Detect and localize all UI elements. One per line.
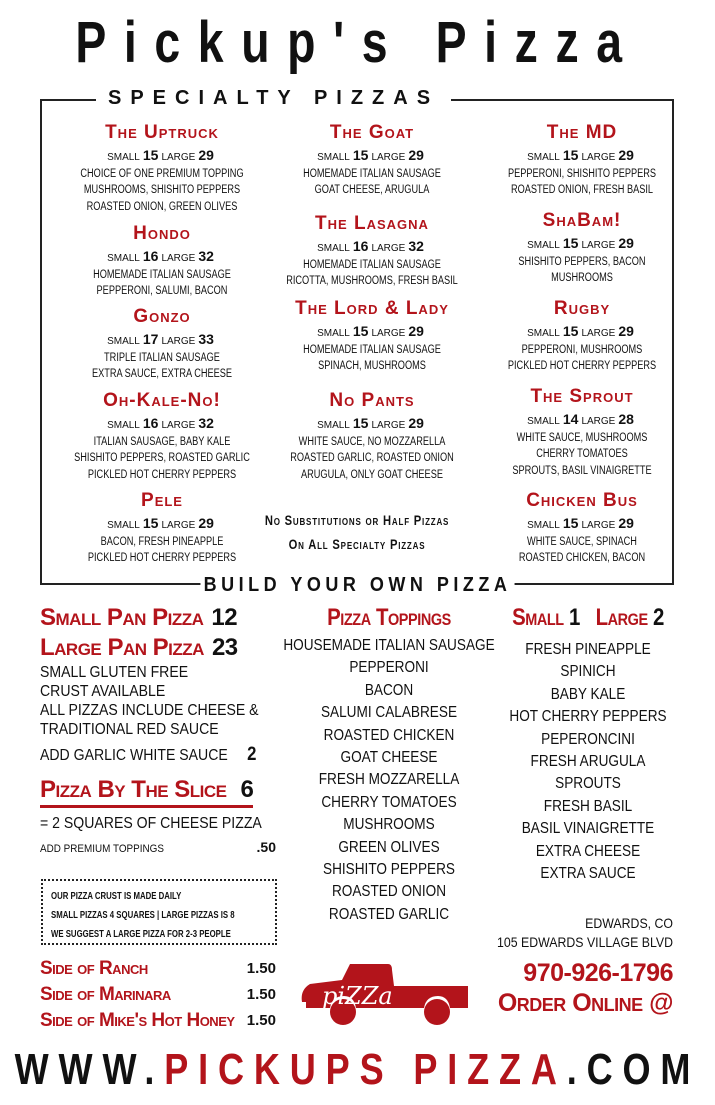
pizza-name: No Pants (329, 390, 415, 411)
large-price: 29 (198, 147, 214, 163)
slice-price: 6 (240, 776, 254, 803)
side-label: Side of Ranch (40, 958, 148, 979)
specialty-pizza (252, 298, 492, 375)
large-price: 29 (408, 147, 424, 163)
veg-item: FRESH ARUGULA (530, 753, 646, 771)
pizza-sizes (42, 248, 282, 267)
large-pan-pizza (40, 633, 280, 663)
small-price: 1 (568, 604, 580, 631)
small-price: 16 (142, 415, 159, 431)
build-heading (36, 572, 680, 598)
large-price: 29 (618, 235, 634, 251)
pizza-desc-line: RICOTTA, MUSHROOMS, FRESH BASIL (286, 275, 458, 288)
veg-item: FRESH BASIL (543, 797, 633, 815)
sides-list (40, 956, 290, 1034)
specialty-pizza (42, 122, 282, 215)
small-label: SMALL (107, 336, 140, 347)
garlic-price: 2 (247, 744, 257, 765)
slice-label: Pizza By The Slice (40, 776, 227, 803)
specialty-heading: SPECIALTY PIZZAS (96, 85, 451, 111)
veg-item: EXTRA SAUCE (540, 865, 636, 883)
crust-info-box (41, 879, 277, 945)
topping-item: SALUMI CALABRESE (320, 704, 458, 722)
pizza-desc-line: HOMEMADE ITALIAN SAUSAGE (303, 259, 441, 271)
restaurant-title: Pickup's Pizza (75, 10, 640, 75)
web-prefix: WWW. (14, 1045, 165, 1094)
slice-desc: = 2 SQUARES OF CHEESE PIZZA (40, 815, 262, 832)
pizza-sizes (462, 411, 702, 430)
large-pan-label: Large Pan Pizza (40, 634, 204, 661)
topping-item: ROASTED GARLIC (328, 905, 450, 923)
large-label: LARGE (161, 520, 196, 531)
small-label: SMALL (527, 520, 560, 531)
large-label: LARGE (161, 420, 196, 431)
pizza-desc-line: PEPPERONI, SALUMI, BACON (96, 285, 228, 298)
pizza-desc-line: CHOICE OF ONE PREMIUM TOPPING (80, 168, 244, 180)
small-price: 14 (562, 411, 579, 427)
pizza-desc-line: WHITE SAUCE, SPINACH (527, 536, 637, 548)
side-label: Side of Mike's Hot Honey (40, 1010, 235, 1031)
small-pan-label: Small Pan Pizza (40, 604, 204, 631)
pizza-name: The MD (546, 122, 618, 143)
side-item (40, 1008, 276, 1034)
veg-item: BABY KALE (550, 685, 626, 703)
pizza-name: Rugby (553, 298, 611, 319)
large-price: 29 (618, 147, 634, 163)
large-label: Large (595, 604, 648, 631)
side-price: 1.50 (246, 960, 276, 977)
pizza-sizes (462, 235, 702, 254)
pizza-desc-line: WHITE SAUCE, MUSHROOMS (516, 432, 648, 444)
topping-item: FRESH MOZZARELLA (318, 771, 460, 789)
large-label: LARGE (371, 328, 406, 339)
large-label: LARGE (581, 328, 616, 339)
specialty-pizza (252, 213, 492, 290)
small-label: SMALL (317, 420, 350, 431)
pizza-desc-line: ROASTED ONION, FRESH BASIL (510, 184, 654, 197)
small-label: SMALL (527, 240, 560, 251)
pizza-sizes (462, 147, 702, 166)
veg-column (495, 603, 682, 885)
specialty-pizza (462, 122, 702, 199)
pizza-name: Pele (141, 490, 183, 511)
specialty-pizza (42, 223, 282, 300)
logo-text: piZZa (322, 982, 393, 1010)
small-price: 15 (352, 323, 369, 339)
large-label: LARGE (581, 416, 616, 427)
build-left-column (40, 603, 280, 855)
pizza-desc-line: BACON, FRESH PINEAPPLE (100, 536, 224, 548)
small-price: 15 (562, 147, 579, 163)
pizza-desc-line: HOMEMADE ITALIAN SAUSAGE (303, 344, 441, 356)
large-label: LARGE (161, 152, 196, 163)
build-heading-text: BUILD YOUR OWN PIZZA (200, 574, 515, 596)
pizza-desc-line: EXTRA SAUCE, EXTRA CHEESE (91, 368, 233, 381)
veg-item: PEPERONCINI (541, 730, 635, 748)
substitution-notice (197, 508, 517, 556)
pizza-desc-line: HOMEMADE ITALIAN SAUSAGE (303, 168, 441, 180)
topping-item: ROASTED ONION (331, 883, 447, 901)
small-price: 15 (142, 147, 159, 163)
small-label: SMALL (317, 243, 350, 254)
topping-item: ROASTED CHICKEN (323, 726, 455, 744)
small-label: SMALL (107, 520, 140, 531)
side-price: 1.50 (246, 1012, 276, 1029)
small-label: SMALL (527, 152, 560, 163)
small-price: 16 (142, 248, 159, 264)
pizza-desc-line: ITALIAN SAUSAGE, BABY KALE (93, 436, 231, 448)
large-price: 32 (408, 238, 424, 254)
pizza-name: Chicken Bus (526, 490, 638, 511)
pizza-desc-line: SPINACH, MUSHROOMS (318, 360, 426, 373)
small-price: 15 (352, 147, 369, 163)
veg-item: SPINICH (560, 663, 616, 681)
large-price: 29 (618, 515, 634, 531)
pizza-name: Gonzo (133, 306, 191, 327)
veg-item: EXTRA CHEESE (535, 842, 641, 860)
small-price: 15 (142, 515, 159, 531)
topping-item: HOUSEMADE ITALIAN SAUSAGE (283, 637, 495, 654)
specialty-pizza (462, 386, 702, 479)
crust-line: SMALL PIZZAS 4 SQUARES | LARGE PIZZAS IS 8 (51, 910, 235, 921)
large-pan-price: 23 (211, 634, 238, 661)
note-line: ALL PIZZAS INCLUDE CHEESE & (40, 702, 259, 719)
pizza-name: The Goat (329, 122, 415, 143)
large-label: LARGE (371, 243, 406, 254)
small-label: SMALL (107, 420, 140, 431)
specialty-pizza (252, 122, 492, 199)
topping-item: PEPPERONI (349, 659, 429, 677)
small-price: 15 (562, 323, 579, 339)
large-label: LARGE (581, 520, 616, 531)
large-label: LARGE (581, 240, 616, 251)
notice-line: No Substitutions or Half Pizzas (264, 512, 450, 528)
large-label: LARGE (581, 152, 616, 163)
pizza-desc-line: MUSHROOMS, SHISHITO PEPPERS (83, 184, 241, 197)
pizza-desc-line: HOMEMADE ITALIAN SAUSAGE (93, 269, 231, 281)
pizza-desc-line: ROASTED ONION, GREEN OLIVES (86, 200, 238, 213)
pizza-desc-line: PEPPERONI, MUSHROOMS (521, 344, 643, 356)
pizza-sizes (252, 147, 492, 166)
side-item (40, 982, 276, 1008)
crust-line: WE SUGGEST A LARGE PIZZA FOR 2-3 PEOPLE (51, 929, 231, 940)
small-label: SMALL (317, 152, 350, 163)
small-price: 17 (142, 331, 159, 347)
large-price: 32 (198, 415, 214, 431)
specialty-pizza (252, 390, 492, 483)
phone-number[interactable]: 970-926-1796 (523, 959, 673, 987)
large-price: 2 (652, 604, 664, 631)
veg-item: SPROUTS (555, 775, 621, 793)
small-price: 15 (562, 515, 579, 531)
small-price: 16 (352, 238, 369, 254)
pizza-sizes (42, 415, 282, 434)
small-price: 15 (352, 415, 369, 431)
veg-item: BASIL VINAIGRETTE (521, 820, 655, 838)
website[interactable] (0, 1042, 715, 1098)
pizza-sizes (462, 323, 702, 342)
premium-toppings (40, 839, 276, 855)
order-online[interactable]: Order Online @ (497, 989, 673, 1017)
small-pan-pizza (40, 603, 280, 633)
pizza-desc-line: MUSHROOMS (551, 272, 613, 285)
pizza-desc-line: GOAT CHEESE, ARUGULA (314, 184, 430, 197)
topping-item: GREEN OLIVES (338, 838, 440, 856)
side-price: 1.50 (246, 986, 276, 1003)
pizza-sizes (42, 331, 282, 350)
pizza-name: Hondo (133, 223, 191, 244)
large-price: 29 (408, 323, 424, 339)
notice-line: On All Specialty Pizzas (288, 536, 426, 552)
pizza-desc-line: PICKLED HOT CHERRY PEPPERS (87, 552, 237, 565)
large-label: LARGE (161, 253, 196, 264)
pizza-desc-line: TRIPLE ITALIAN SAUSAGE (104, 352, 220, 364)
garlic-label: ADD GARLIC WHITE SAUCE (40, 747, 228, 764)
pizza-desc-line: PICKLED HOT CHERRY PEPPERS (87, 468, 237, 481)
premium-price: .50 (256, 839, 276, 855)
pizza-desc-line: WHITE SAUCE, NO MOZZARELLA (298, 436, 446, 448)
small-label: SMALL (527, 328, 560, 339)
pizza-desc-line: ARUGULA, ONLY GOAT CHEESE (301, 468, 443, 481)
note-line: TRADITIONAL RED SAUCE (40, 721, 219, 738)
pizza-name: The Uptruck (105, 122, 219, 143)
toppings-column (279, 603, 500, 926)
pizza-desc-line: SPROUTS, BASIL VINAIGRETTE (512, 464, 652, 477)
side-item (40, 956, 276, 982)
pizza-name: The Sprout (530, 386, 634, 407)
pizza-desc-line: PEPPERONI, SHISHITO PEPPERS (507, 168, 657, 180)
pizza-name: ShaBam! (542, 210, 622, 231)
pizza-name: The Lord & Lady (295, 298, 449, 319)
small-price: 15 (562, 235, 579, 251)
veg-list (495, 639, 682, 885)
pizza-desc-line: SHISHITO PEPPERS, BACON (518, 256, 646, 268)
large-price: 33 (198, 331, 214, 347)
pizza-sizes (42, 147, 282, 166)
topping-item: MUSHROOMS (343, 816, 435, 834)
city: EDWARDS, CO (585, 915, 673, 931)
note-line: CRUST AVAILABLE (40, 683, 166, 700)
toppings-list (279, 635, 500, 926)
topping-item: CHERRY TOMATOES (321, 793, 457, 811)
specialty-pizza (462, 210, 702, 287)
contact-block (470, 914, 673, 1018)
pizza-desc-line: ROASTED GARLIC, ROASTED ONION (290, 452, 454, 465)
toppings-heading: Pizza Toppings (327, 604, 451, 631)
large-price: 32 (198, 248, 214, 264)
pizza-sizes (252, 323, 492, 342)
small-label: SMALL (107, 152, 140, 163)
veg-item: FRESH PINEAPPLE (525, 641, 651, 658)
topping-item: GOAT CHEESE (340, 749, 438, 767)
large-label: LARGE (161, 336, 196, 347)
pizza-desc-line: SHISHITO PEPPERS, ROASTED GARLIC (74, 452, 250, 465)
pizza-desc-line: PICKLED HOT CHERRY PEPPERS (507, 360, 657, 373)
large-label: LARGE (371, 420, 406, 431)
crust-line: OUR PIZZA CRUST IS MADE DAILY (51, 891, 182, 902)
small-label: SMALL (527, 416, 560, 427)
pizza-name: The Lasagna (315, 213, 429, 234)
large-label: LARGE (371, 152, 406, 163)
small-label: SMALL (317, 328, 350, 339)
large-price: 29 (408, 415, 424, 431)
veg-item: HOT CHERRY PEPPERS (509, 708, 667, 726)
pizza-sizes (252, 415, 492, 434)
veg-heading (495, 603, 682, 633)
small-pan-price: 12 (211, 604, 238, 631)
large-price: 28 (618, 411, 634, 427)
topping-item: SHISHITO PEPPERS (322, 861, 456, 879)
garlic-sauce (40, 744, 257, 765)
pizza-desc-line: CHERRY TOMATOES (536, 448, 628, 461)
small-label: SMALL (107, 253, 140, 264)
large-price: 29 (198, 515, 214, 531)
web-name: PICKUPS PIZZA (164, 1045, 567, 1094)
large-price: 29 (618, 323, 634, 339)
pizza-by-slice (40, 775, 253, 808)
note-line: SMALL GLUTEN FREE (40, 664, 189, 681)
specialty-pizza (42, 306, 282, 383)
specialty-pizza (462, 298, 702, 375)
topping-item: BACON (364, 681, 414, 699)
specialty-pizza (42, 390, 282, 483)
side-label: Side of Marinara (40, 984, 171, 1005)
address: 105 EDWARDS VILLAGE BLVD (497, 934, 673, 950)
small-label: Small (512, 604, 564, 631)
web-suffix: .COM (566, 1045, 701, 1094)
pizza-desc-line: ROASTED CHICKEN, BACON (518, 552, 646, 565)
pizza-sizes (252, 238, 492, 257)
premium-label: ADD PREMIUM TOPPINGS (40, 843, 164, 855)
pizza-name: Oh-Kale-No! (103, 390, 221, 411)
pizza-truck-logo (300, 960, 472, 1030)
